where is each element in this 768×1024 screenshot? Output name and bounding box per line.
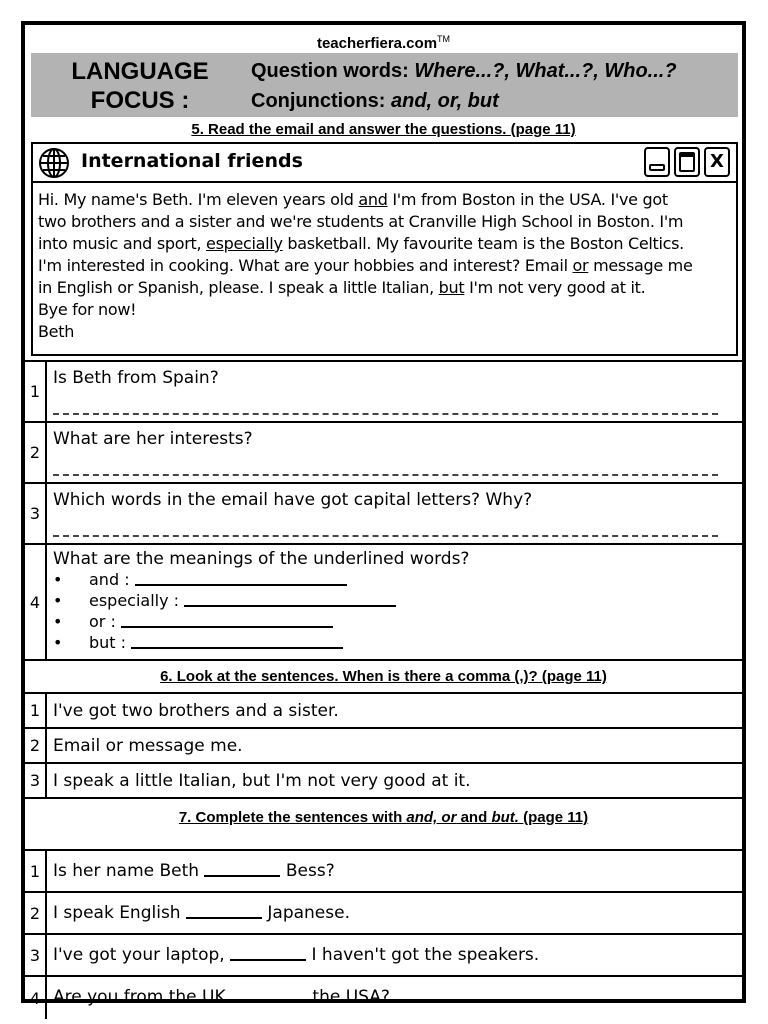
sentence-text: I've got two brothers and a sister. — [53, 701, 339, 721]
email-line: Hi. My name's Beth. I'm eleven years old and I'm from Boston in the USA. I've got — [38, 190, 668, 209]
trademark: TM — [437, 34, 451, 44]
sentence-number: 1 — [25, 694, 47, 727]
email-line: in English or Spanish, please. I speak a little Italian, but I'm not very good at it. — [38, 278, 646, 297]
email-body — [33, 183, 736, 343]
sentence-row — [25, 729, 742, 764]
completion-text: I speak English Japanese. — [53, 903, 350, 923]
sentence-text: Email or message me. — [53, 736, 243, 756]
email-window — [31, 142, 738, 356]
question-text: Which words in the email have got capital letters? Why? — [53, 490, 533, 510]
meanings-list — [53, 569, 469, 653]
email-line: Bye for now! — [38, 300, 137, 319]
question-row — [25, 484, 742, 545]
site-text: teacherfiera.com — [316, 35, 438, 52]
sentence-row — [25, 694, 742, 729]
answer-blank[interactable] — [121, 614, 333, 628]
conjunctions-value: and, or, but — [391, 90, 499, 112]
question-words-label: Question words: — [251, 60, 409, 82]
focus-line-2: FOCUS : — [90, 87, 190, 114]
maximize-icon — [674, 147, 700, 177]
email-line: Beth — [38, 322, 75, 341]
sentence-number: 2 — [25, 893, 47, 933]
worksheet — [21, 21, 746, 1008]
meaning-item: • but : — [53, 632, 469, 653]
completion-row — [25, 893, 742, 935]
language-focus-banner — [31, 53, 738, 117]
question-row — [25, 545, 742, 661]
sentence-row — [25, 764, 742, 799]
answer-blank[interactable] — [131, 635, 343, 649]
answer-blank[interactable] — [135, 572, 347, 586]
conjunctions-label: Conjunctions: — [251, 90, 386, 112]
section-7-header — [25, 801, 742, 851]
completion-row — [25, 851, 742, 893]
globe-icon — [38, 147, 70, 179]
answer-blank[interactable] — [204, 863, 280, 877]
completion-text: I've got your laptop, I haven't got the speakers. — [53, 945, 540, 965]
question-words-value: Where...?, What...?, Who...? — [414, 60, 677, 82]
meaning-item: • and : — [53, 569, 469, 590]
email-line: two brothers and a sister and we're students at Cranville High School in Boston. I'm — [38, 212, 684, 231]
sentence-text: I speak a little Italian, but I'm not very good at it. — [53, 771, 471, 791]
site-name — [25, 27, 742, 51]
section-7-title: 7. Complete the sentences with and, or and but. (page 11) — [178, 809, 589, 826]
question-number: 1 — [25, 362, 47, 421]
section-7-sentences — [25, 851, 742, 1019]
answer-line[interactable] — [53, 413, 718, 415]
question-block — [53, 549, 469, 653]
section-6-header — [25, 660, 742, 694]
window-controls — [644, 147, 730, 177]
email-line: into music and sport, especially basketball. My favourite team is the Boston Celtics. — [38, 234, 684, 253]
question-text: What are the meanings of the underlined words? — [53, 549, 470, 569]
answer-blank[interactable] — [231, 989, 307, 1003]
focus-line-1: LANGUAGE — [71, 58, 209, 85]
completion-text: Are you from the UK the USA? — [53, 987, 390, 1007]
close-icon: X — [704, 147, 730, 177]
question-number: 2 — [25, 423, 47, 482]
answer-line[interactable] — [53, 474, 718, 476]
answer-blank[interactable] — [230, 947, 306, 961]
completion-row — [25, 977, 742, 1019]
meaning-item: • or : — [53, 611, 469, 632]
completion-row — [25, 935, 742, 977]
question-words-line — [251, 56, 677, 86]
sentence-number: 2 — [25, 729, 47, 762]
email-line: I'm interested in cooking. What are your hobbies and interest? Email or message me — [38, 256, 693, 275]
question-number: 3 — [25, 484, 47, 543]
sentence-number: 3 — [25, 935, 47, 975]
email-window-title: International friends — [81, 150, 303, 172]
question-number: 4 — [25, 545, 47, 659]
section-6-sentences — [25, 694, 742, 799]
meaning-item: • especially : — [53, 590, 469, 611]
section-6-title: 6. Look at the sentences. When is there a comma (,)? (page 11) — [160, 668, 607, 685]
question-row — [25, 362, 742, 423]
answer-blank[interactable] — [186, 905, 262, 919]
sentence-number: 3 — [25, 764, 47, 797]
conjunctions-line — [251, 86, 677, 116]
minimize-icon — [644, 147, 670, 177]
language-focus-title — [45, 57, 235, 115]
section-5-questions — [25, 360, 742, 661]
question-row — [25, 423, 742, 484]
question-text: What are her interests? — [53, 429, 253, 449]
section-5-title: 5. Read the email and answer the questions. (page 11) — [191, 121, 576, 138]
answer-blank[interactable] — [184, 593, 396, 607]
question-text: Is Beth from Spain? — [53, 368, 219, 388]
focus-topics — [251, 56, 677, 116]
sentence-number: 4 — [25, 977, 47, 1019]
email-titlebar — [33, 144, 736, 183]
answer-line[interactable] — [53, 535, 718, 537]
sentence-number: 1 — [25, 851, 47, 891]
completion-text: Is her name Beth Bess? — [53, 861, 335, 881]
